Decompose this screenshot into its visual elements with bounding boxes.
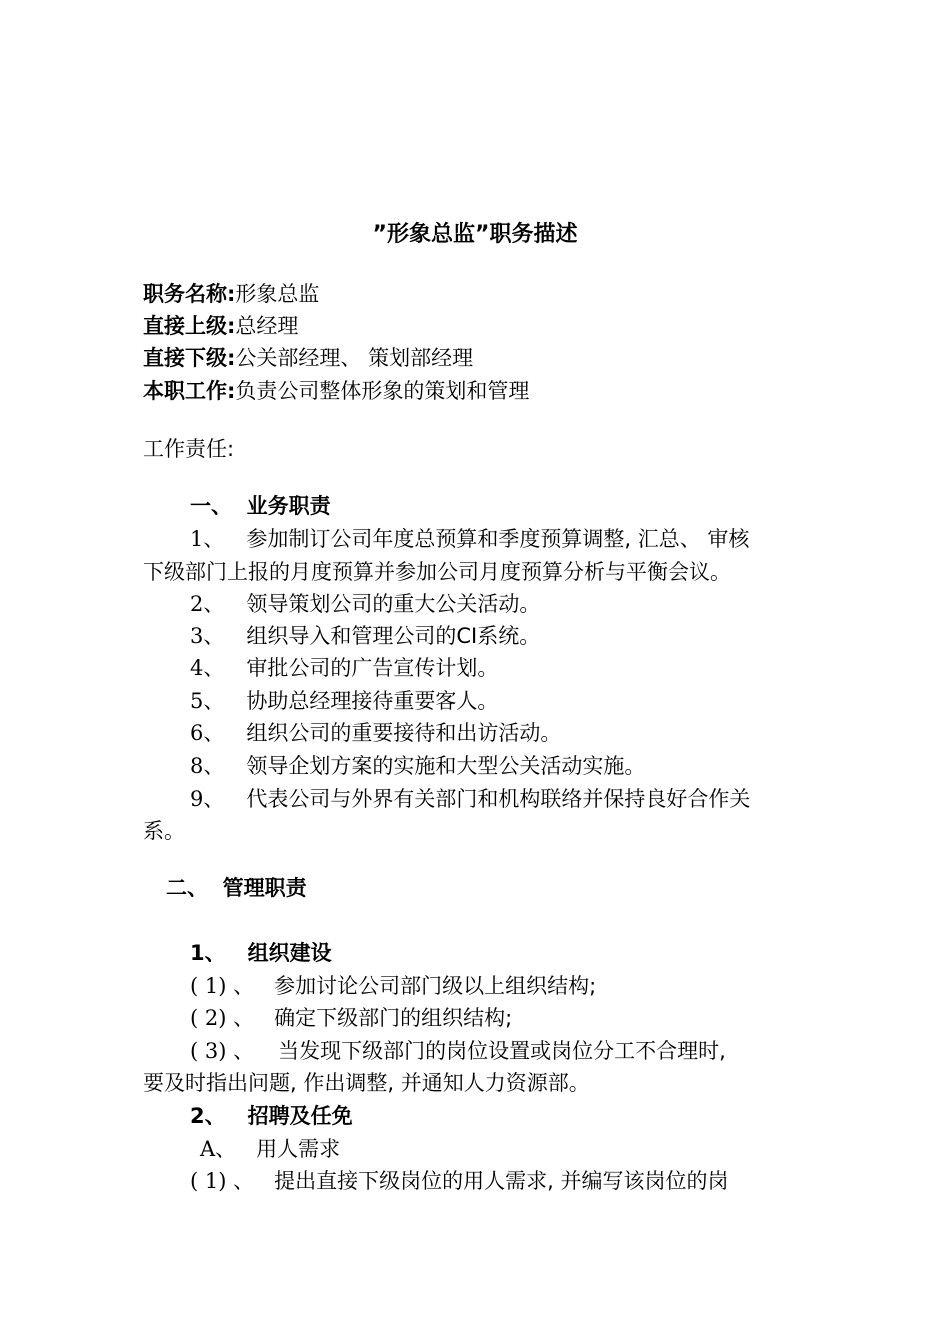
- list-item: [190, 589, 540, 619]
- item-number: 5、: [190, 689, 225, 713]
- subsubsection-heading: [200, 1134, 340, 1164]
- section1-heading: 一、 业务职责: [190, 494, 331, 518]
- item-number: ( 1) 、: [190, 974, 255, 998]
- item-number: 4、: [190, 656, 225, 680]
- item-number: 3、: [190, 624, 225, 648]
- subsection-heading: [190, 938, 332, 968]
- item-number: 2、: [190, 592, 225, 616]
- item-text: 协助总经理接待重要客人。: [246, 689, 499, 713]
- field-value: 总经理: [235, 314, 299, 338]
- field-value: 公关部经理、 策划部经理: [235, 346, 474, 370]
- subsection-number: 2、: [190, 1104, 226, 1128]
- list-item: [190, 653, 498, 683]
- item-number: 6、: [190, 721, 225, 745]
- item-number: 9、: [190, 787, 225, 811]
- list-item-continuation: 系。: [143, 819, 185, 843]
- item-text: 审批公司的广告宣传计划。: [246, 656, 499, 680]
- subsubsection-title: 用人需求: [256, 1137, 341, 1161]
- item-text: 参加制订公司年度总预算和季度预算调整, 汇总、 审核: [246, 527, 750, 551]
- field-label: 职务名称:: [143, 282, 236, 306]
- item-text: 确定下级部门的组织结构;: [274, 1006, 513, 1030]
- list-item: [190, 1003, 512, 1033]
- field-value: 负责公司整体形象的策划和管理: [235, 379, 530, 403]
- list-item-continuation: 要及时指出问题, 作出调整, 并通知人力资源部。: [143, 1071, 590, 1095]
- list-item: [190, 751, 645, 781]
- list-item: [190, 1166, 728, 1196]
- field-label: 直接下级:: [143, 346, 236, 370]
- item-text: 组织导入和管理公司的CI系统。: [246, 624, 541, 648]
- field-direct-subordinates: [143, 343, 473, 373]
- item-text: 组织公司的重要接待和出访活动。: [246, 721, 562, 745]
- document-title: ”形象总监”职务描述: [372, 222, 578, 247]
- subsection-heading: [190, 1101, 353, 1131]
- responsibilities-label: 工作责任:: [143, 437, 235, 461]
- item-text: 提出直接下级岗位的用人需求, 并编写该岗位的岗: [274, 1169, 729, 1193]
- subsection-number: 1、: [190, 941, 226, 965]
- list-item-continuation: 下级部门上报的月度预算并参加公司月度预算分析与平衡会议。: [143, 560, 731, 584]
- item-number: 8、: [190, 754, 225, 778]
- item-text: 领导策划公司的重大公关活动。: [246, 592, 541, 616]
- item-text: 当发现下级部门的岗位设置或岗位分工不合理时,: [278, 1039, 726, 1063]
- field-label: 直接上级:: [143, 314, 236, 338]
- list-item: [190, 621, 540, 651]
- item-text: 领导企划方案的实施和大型公关活动实施。: [246, 754, 646, 778]
- subsection-title: 组织建设: [247, 941, 332, 965]
- list-item: [190, 784, 750, 814]
- field-value: 形象总监: [235, 282, 320, 306]
- item-text: 代表公司与外界有关部门和机构联络并保持良好合作关: [246, 787, 751, 811]
- subsection-title: 招聘及任免: [247, 1104, 353, 1128]
- list-item: [190, 971, 596, 1001]
- item-text: 参加讨论公司部门级以上组织结构;: [274, 974, 597, 998]
- list-item: [190, 524, 749, 554]
- section2-heading: 二、 管理职责: [166, 876, 307, 900]
- field-label: 本职工作:: [143, 379, 236, 403]
- item-number: ( 2) 、: [190, 1006, 255, 1030]
- list-item: [190, 718, 561, 748]
- list-item: [190, 686, 498, 716]
- item-number: ( 1) 、: [190, 1169, 255, 1193]
- item-number: 1、: [190, 527, 225, 551]
- item-number: ( 3) 、: [190, 1039, 255, 1063]
- field-direct-superior: [143, 311, 298, 341]
- list-item: [190, 1036, 726, 1066]
- subsubsection-letter: A、: [200, 1137, 237, 1161]
- field-job-title: [143, 279, 319, 309]
- field-job-duty: [143, 376, 529, 406]
